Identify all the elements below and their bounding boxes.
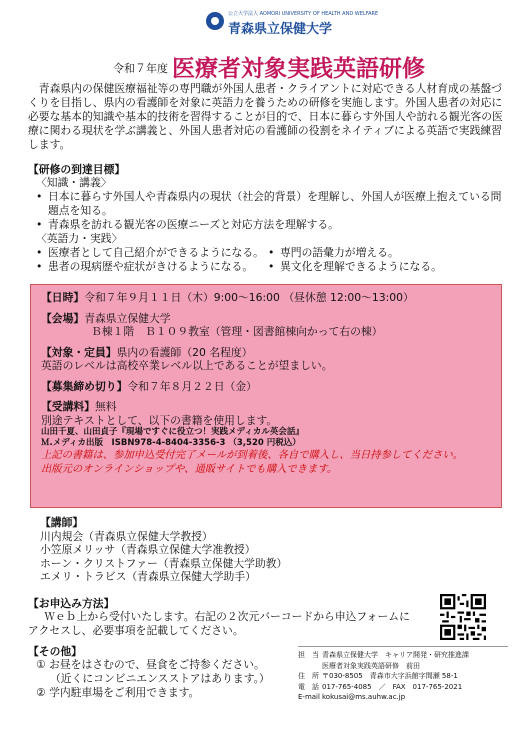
lecturer-item: 川内規会（青森県立保健大学教授） <box>40 529 213 543</box>
other-item: ② 学内駐車場をご利用できます。 <box>36 686 200 699</box>
intro-paragraph: 青森県内の保健医療福祉等の専門職が外国人患者・クライアントに対応できる人材育成の基盤づくりを目指し、県内の看護師を対象に英語力を養うための研修を実施します。外国人患者の対応に必要な基本的知識や基本的技術を習得することが目的で、日本に暮らす外国人や訪れる観光客の医療に関わる現状を学ぶ講義と、外国人患者対応の看護師の役割をネイティブによる英語で実践練習します。 <box>28 82 503 151</box>
text-note: 別途テキストとして、以下の書籍を使用します。 <box>41 413 278 427</box>
deadline-value: 令和７年８月２２日（金） <box>127 379 257 393</box>
qr-code-icon[interactable] <box>440 594 486 640</box>
other-item: （近くにコンビニエンスストアはあります。） <box>50 672 270 685</box>
english-item: • 医療者として自己紹介ができるようになる。 <box>36 246 268 260</box>
lecturer-label: 【講師】 <box>40 516 84 529</box>
other-item: ① お昼をはさむので、昼食をご持参ください。 <box>36 658 265 671</box>
fee-label: 【受講料】 <box>41 400 95 413</box>
page-title: 医療者対象実践英語研修 <box>172 56 425 82</box>
venue-label: 【会場】 <box>41 311 85 325</box>
contact-row: 医療者対象実践英語研修 前田 <box>322 661 420 670</box>
purchase-note-2: 出版元のオンラインショップや、通販サイトでも購入できます。 <box>41 462 338 475</box>
deadline-label: 【募集締め切り】 <box>41 379 128 393</box>
other-heading: 【その他】 <box>28 645 82 658</box>
contact-email[interactable]: kokusai@ms.auhw.ac.jp <box>322 693 406 701</box>
english-item: • 異文化を理解できるようになる。 <box>268 260 442 274</box>
lecturer-item: ホーン・クリストファー（青森県立保健大学助教） <box>40 556 288 570</box>
lecturers-section <box>40 516 287 584</box>
contact-row: 住 所 〒030-8505 青森市大字浜館字間瀬 58-1 <box>298 672 458 680</box>
book-publisher: Ｍ.メディカ出版 ISBN978-4-8404-3356-3 （3,520 円税込） <box>41 438 301 448</box>
goals-section <box>36 176 506 274</box>
contact-row: E-mail kokusai@ms.auhw.ac.jp <box>298 693 406 701</box>
venue-room: Ｂ棟１階 Ｂ１０９教室（管理・図書館棟向かって右の棟） <box>91 325 383 338</box>
knowledge-item: • 日本に暮らす外国人や青森県内の現状（社会的背景）を理解し、外国人が医療上抱えている問題点を知る。 <box>36 190 506 218</box>
target-note: 英語のレベルは高校卒業レベル以上であることが望ましい。 <box>41 359 333 372</box>
fiscal-year: 令和７年度 <box>113 62 168 75</box>
target-label: 【対象・定員】 <box>41 345 117 359</box>
logo-subtitle: 公立大学法人 AOMORI UNIVERSITY OF HEALTH AND WELFARE <box>228 11 379 17</box>
fee-value: 無料 <box>94 400 117 413</box>
apply-heading: 【お申込み方法】 <box>28 597 115 610</box>
other-list <box>36 658 270 700</box>
date-value: 令和７年９月１１日（木）9:00～16:00 （昼休憩 12:00～13:00） <box>84 291 414 304</box>
date-label: 【日時】 <box>41 291 85 304</box>
knowledge-item: • 青森県を訪れる観光客の医療ニーズと対応方法を理解する。 <box>36 218 506 232</box>
apply-text: Ｗｅｂ上から受付いたします。右記の２次元バーコードから申込フォームにアクセスし、必要事項を記載してください。 <box>28 610 410 637</box>
english-label: 〈英語力・実践〉 <box>36 232 123 245</box>
contact-box <box>298 646 508 717</box>
book-title: 山田千夏、山田貞子『現場ですぐに役立つ！実践メディカル英会話』 <box>41 427 304 437</box>
goals-heading: 【研修の到達目標】 <box>28 163 126 176</box>
university-logo <box>206 8 379 38</box>
details-box <box>30 284 502 508</box>
venue-value: 青森県立保健大学 <box>84 311 171 325</box>
lecturer-item: エメリ・トラビス（青森県立保健大学助手） <box>40 570 256 583</box>
english-item: • 患者の現病歴や症状がきけるようになる。 <box>36 260 268 274</box>
target-value: 県内の看護師（20 名程度） <box>116 345 253 359</box>
purchase-note: 上記の書籍は、参加申込受付完了メールが到着後、各自で購入し、当日持参してください。 <box>41 449 463 461</box>
university-emblem-icon <box>206 12 224 30</box>
knowledge-label: 〈知識・講義〉 <box>36 176 112 189</box>
lecturer-item: 小笠原メリッサ（青森県立保健大学准教授） <box>40 543 256 556</box>
contact-row: 電 話 017-765-4085 ／ FAX 017-765-2021 <box>298 682 463 691</box>
contact-row: 担 当 青森県立保健大学 キャリア開発・研究推進課 <box>298 651 469 659</box>
logo-name: 青森県立保健大学 <box>228 22 333 37</box>
english-item: • 専門の語彙力が増える。 <box>268 246 442 260</box>
